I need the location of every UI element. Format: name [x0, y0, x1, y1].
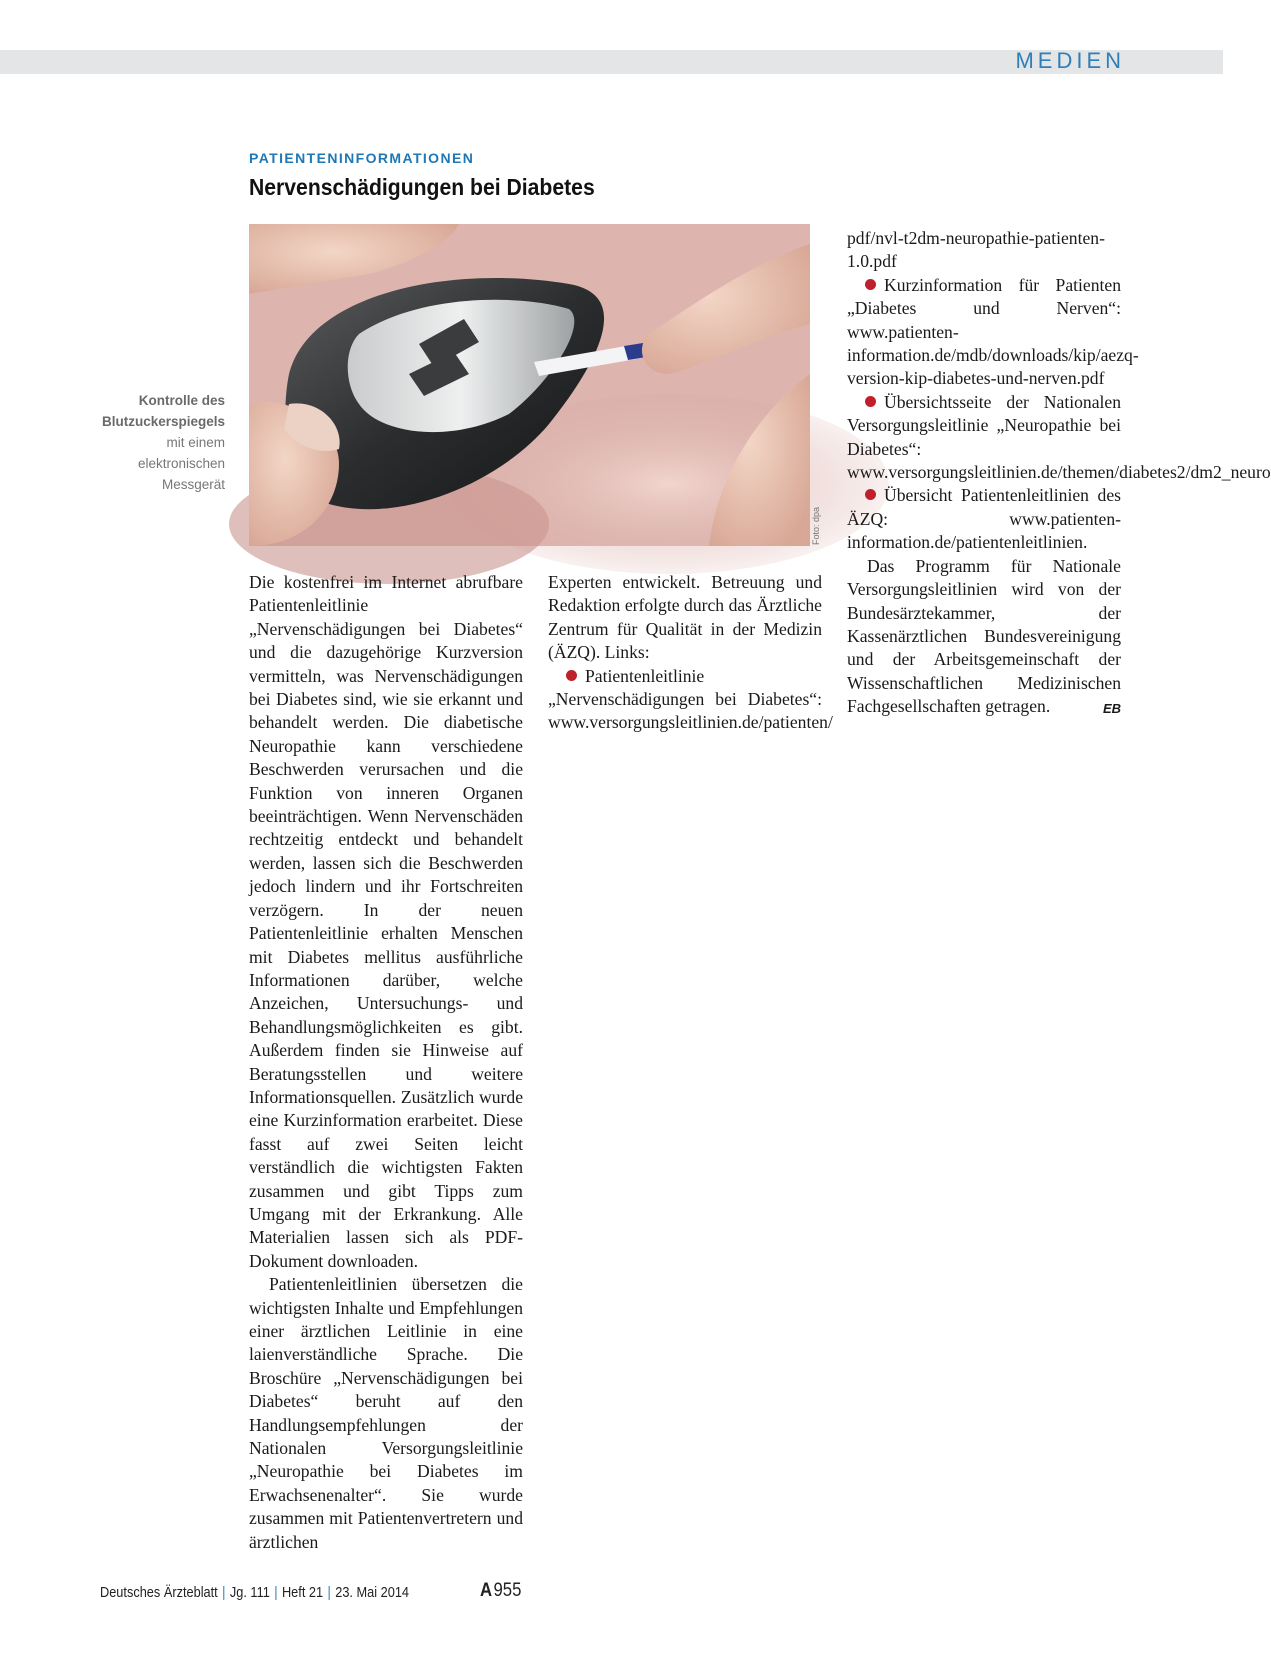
author-initials: EB: [1102, 701, 1121, 717]
article-paragraph: Patientenleitlinien übersetzen die wichtigsten Inhalte und Empfehlungen einer ärztlichen Leitlinie in eine laienverständliche Sprache. Die Broschüre „Nervenschädigungen bei Diabetes“ beruht auf den Handlungsempfehlungen der Nationalen Versorgungsleitlinie „Neuropathie bei Diabetes im Erwachsenenalter“. Sie wurde zusammen mit Patientenvertretern und ärztlichen: [249, 1274, 523, 1552]
issue-date: 23. Mai 2014: [335, 1585, 410, 1601]
link-text: Patientenleitlinie „Nervenschädigungen bei Diabetes“: www.versorgungsleitlinien.de/patienten/: [548, 665, 833, 733]
bullet-icon: [865, 489, 876, 500]
article-paragraph: Die kostenfrei im Internet abrufbare Patientenleitlinie „Nervenschädigungen bei Diabetes“ und die dazugehörige Kurzversion vermitteln, was Nervenschädigungen bei Diabetes sind, wie sie erkannt und behandelt werden. Die diabetische Neuropathie kann verschiedene Beschwerden verursachen und die Funktion von inneren Organen beeinträchtigen. Wenn Nervenschäden rechtzeitig entdeckt und behandelt werden, lassen sich die Beschwerden jedoch lindern und ihr Fortschreiten verzögern. In der neuen Patientenleitlinie erhalten Menschen mit Diabetes mellitus ausführliche Informationen darüber, welche Anzeichen, Untersuchungs- und Behandlungsmöglichkeiten es gibt. Außerdem finden sie Hinweise auf Beratungsstellen und weitere Informationsquellen. Zusätzlich wurde eine Kurzinformation erarbeitet. Diese fasst auf zwei Seiten leicht verständlich die wichtigsten Fakten zusammen und gibt Tipps zum Umgang mit der Erkrankung. Alle Materialien lassen sich als PDF-Dokument downloaden.: [249, 572, 523, 1271]
link-item: [847, 484, 1121, 554]
divider: |: [274, 1585, 278, 1601]
page-number-value: 955: [493, 1580, 522, 1601]
caption-text: mit einem elektronischen Messgerät: [137, 435, 225, 492]
glucose-meter-photo: [249, 224, 810, 546]
article-paragraph-continued: Experten entwickelt. Betreuung und Redaktion erfolgte durch das Ärztliche Zentrum für Qualität in der Medizin (ÄZQ). Links:: [548, 572, 822, 663]
bullet-icon: [865, 279, 876, 290]
bullet-icon: [566, 670, 577, 681]
article-column-3: [847, 227, 1271, 721]
divider: |: [327, 1585, 331, 1601]
link-text: Übersichtsseite der Nationalen Versorgungsleitlinie „Neuropathie bei Diabetes“: www.versorgungsleitlinien.de/themen/diabetes2/dm2_neuro: [847, 391, 1271, 483]
caption-bold: Kontrolle des Blutzuckerspiegels: [101, 393, 225, 429]
link-item: [847, 391, 1271, 485]
article-kicker: PATIENTENINFORMATIONEN: [249, 150, 475, 166]
bullet-icon: [865, 396, 876, 407]
volume: Jg. 111: [229, 1585, 270, 1601]
article-title: Nervenschädigungen bei Diabetes: [249, 174, 595, 200]
journal-name: Deutsches Ärzteblatt: [100, 1585, 218, 1601]
article-column-1: [249, 571, 523, 1554]
issue: Heft 21: [281, 1585, 324, 1601]
article-column-2: [548, 571, 833, 735]
link-text: Übersicht Patientenleitlinien des ÄZQ: www.patienten-information.de/patientenleitlinien.: [847, 485, 1121, 553]
link-item: [847, 274, 1139, 391]
link-continued: pdf/nvl-t2dm-neuropathie-patienten-1.0.pdf: [847, 228, 1105, 272]
closing-text: Das Programm für Nationale Versorgungsleitlinien wird von der Bundesärztekammer, der Kassenärztlichen Bundesvereinigung und der Arbeitsgemeinschaft der Wissenschaftlichen Medizinischen Fachgesellschaften getragen.: [847, 555, 1121, 717]
link-text: Kurzinformation für Patienten „Diabetes und Nerven“: www.patienten-information.de/mdb/downloads/kip/aezq-version-kip-diabetes-und-nerven.pdf: [847, 274, 1139, 389]
page-footer: [100, 1585, 409, 1601]
divider: |: [222, 1585, 226, 1601]
photo-caption: [100, 390, 225, 495]
article-paragraph: [847, 555, 1121, 719]
page-number: [480, 1580, 521, 1602]
page-prefix: A: [480, 1580, 493, 1601]
link-item: [548, 665, 833, 735]
article-photo: [249, 224, 810, 546]
photo-credit: Foto: dpa: [811, 506, 821, 545]
section-label: MEDIEN: [1015, 48, 1125, 73]
